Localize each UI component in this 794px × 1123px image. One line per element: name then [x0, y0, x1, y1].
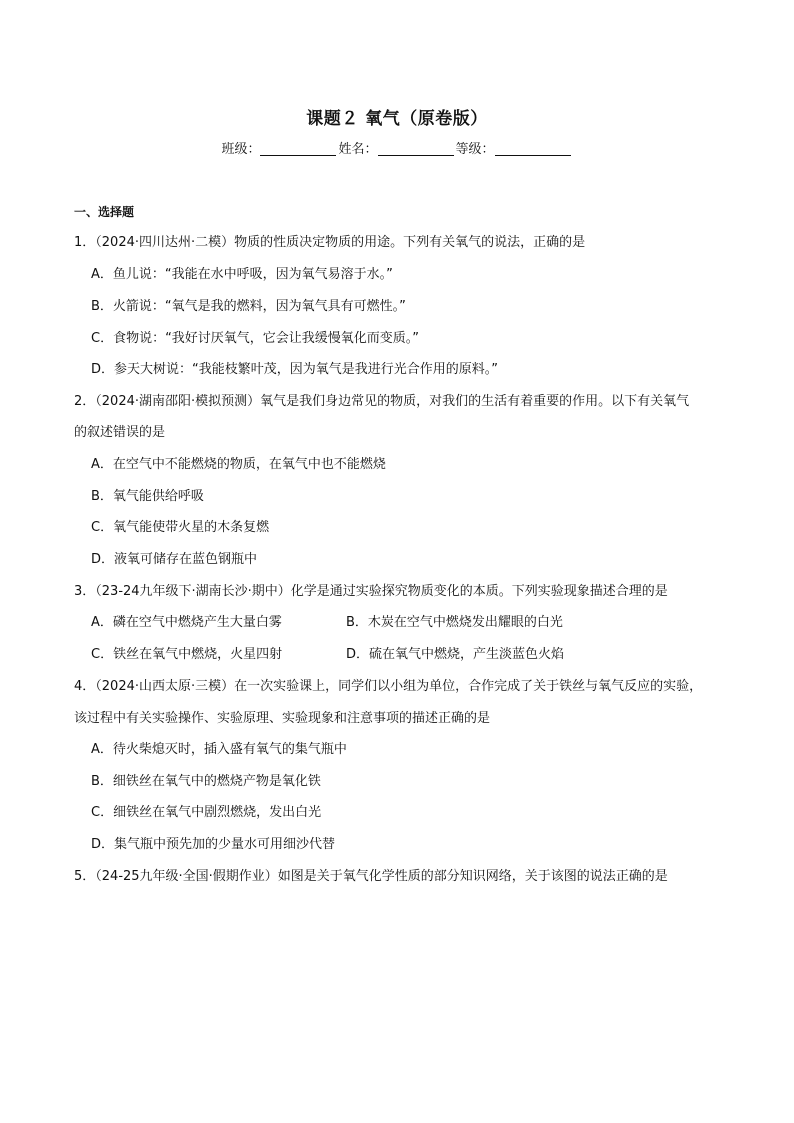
question-4-stem-line-2: 该过程中有关实验操作、实验原理、实验现象和注意事项的描述正确的是: [74, 711, 491, 726]
question-2-option-d: D．液氧可储存在蓝色钢瓶中: [91, 552, 258, 567]
name-blank[interactable]: [378, 141, 454, 156]
question-4-stem-line-1: 4．（2024·山西太原·三模）在一次实验课上，同学们以小组为单位，合作完成了关于铁丝与氧气反应的实验，: [74, 679, 703, 694]
question-2-stem-line-2: 的叙述错误的是: [74, 425, 166, 440]
question-2-option-a: A．在空气中不能燃烧的物质，在氧气中也不能燃烧: [91, 457, 386, 472]
name-label: 姓名：: [338, 142, 378, 157]
question-2-option-c: C．氧气能使带火星的木条复燃: [91, 520, 270, 535]
class-label: 班级：: [221, 142, 261, 157]
question-4-option-d: D．集气瓶中预先加的少量水可用细沙代替: [91, 837, 336, 852]
question-3-stem: 3．（23-24九年级下·湖南长沙·期中）化学是通过实验探究物质变化的本质。下列实验现象描述合理的是: [74, 584, 668, 599]
question-3-option-d: D．硫在氧气中燃烧，产生淡蓝色火焰: [346, 647, 565, 662]
question-4-option-c: C．细铁丝在氧气中剧烈燃烧，发出白光: [91, 805, 322, 820]
question-2-option-b: B．氧气能供给呼吸: [91, 489, 204, 504]
question-1-option-d: D．参天大树说：“我能枝繁叶茂，因为氧气是我进行光合作用的原料。”: [91, 362, 498, 377]
question-1-option-b: B．火箭说：“氧气是我的燃料，因为氧气具有可燃性。”: [91, 299, 406, 314]
section-heading: 一、选择题: [74, 205, 135, 219]
student-info-line: [0, 138, 794, 157]
question-4-option-b: B．细铁丝在氧气中的燃烧产物是氧化铁: [91, 774, 321, 789]
class-blank[interactable]: [260, 141, 336, 156]
question-3-option-c: C．铁丝在氧气中燃烧，火星四射: [91, 647, 283, 662]
question-1-stem: 1．（2024·四川达州·二模）物质的性质决定物质的用途。下列有关氧气的说法，正确的是: [74, 235, 586, 250]
question-3-option-a: A．磷在空气中燃烧产生大量白雾: [91, 615, 282, 630]
question-3-option-b: B．木炭在空气中燃烧发出耀眼的白光: [346, 615, 563, 630]
question-1-option-c: C．食物说：“我好讨厌氧气，它会让我缓慢氧化而变质。”: [91, 331, 420, 346]
page-title: 课题２ 氧气（原卷版）: [306, 109, 488, 129]
question-1-option-a: A．鱼儿说：“我能在水中呼吸，因为氧气易溶于水。”: [91, 267, 393, 282]
question-5-stem: 5．（24-25九年级·全国·假期作业）如图是关于氧气化学性质的部分知识网络，关于该图的说法正确的是: [74, 869, 668, 884]
grade-label: 等级：: [455, 142, 495, 157]
question-2-stem-line-1: 2．（2024·湖南邵阳·模拟预测）氧气是我们身边常见的物质，对我们的生活有着重要的作用。以下有关氧气: [74, 394, 690, 409]
question-4-option-a: A．待火柴熄灭时，插入盛有氧气的集气瓶中: [91, 742, 347, 757]
grade-blank[interactable]: [495, 141, 571, 156]
